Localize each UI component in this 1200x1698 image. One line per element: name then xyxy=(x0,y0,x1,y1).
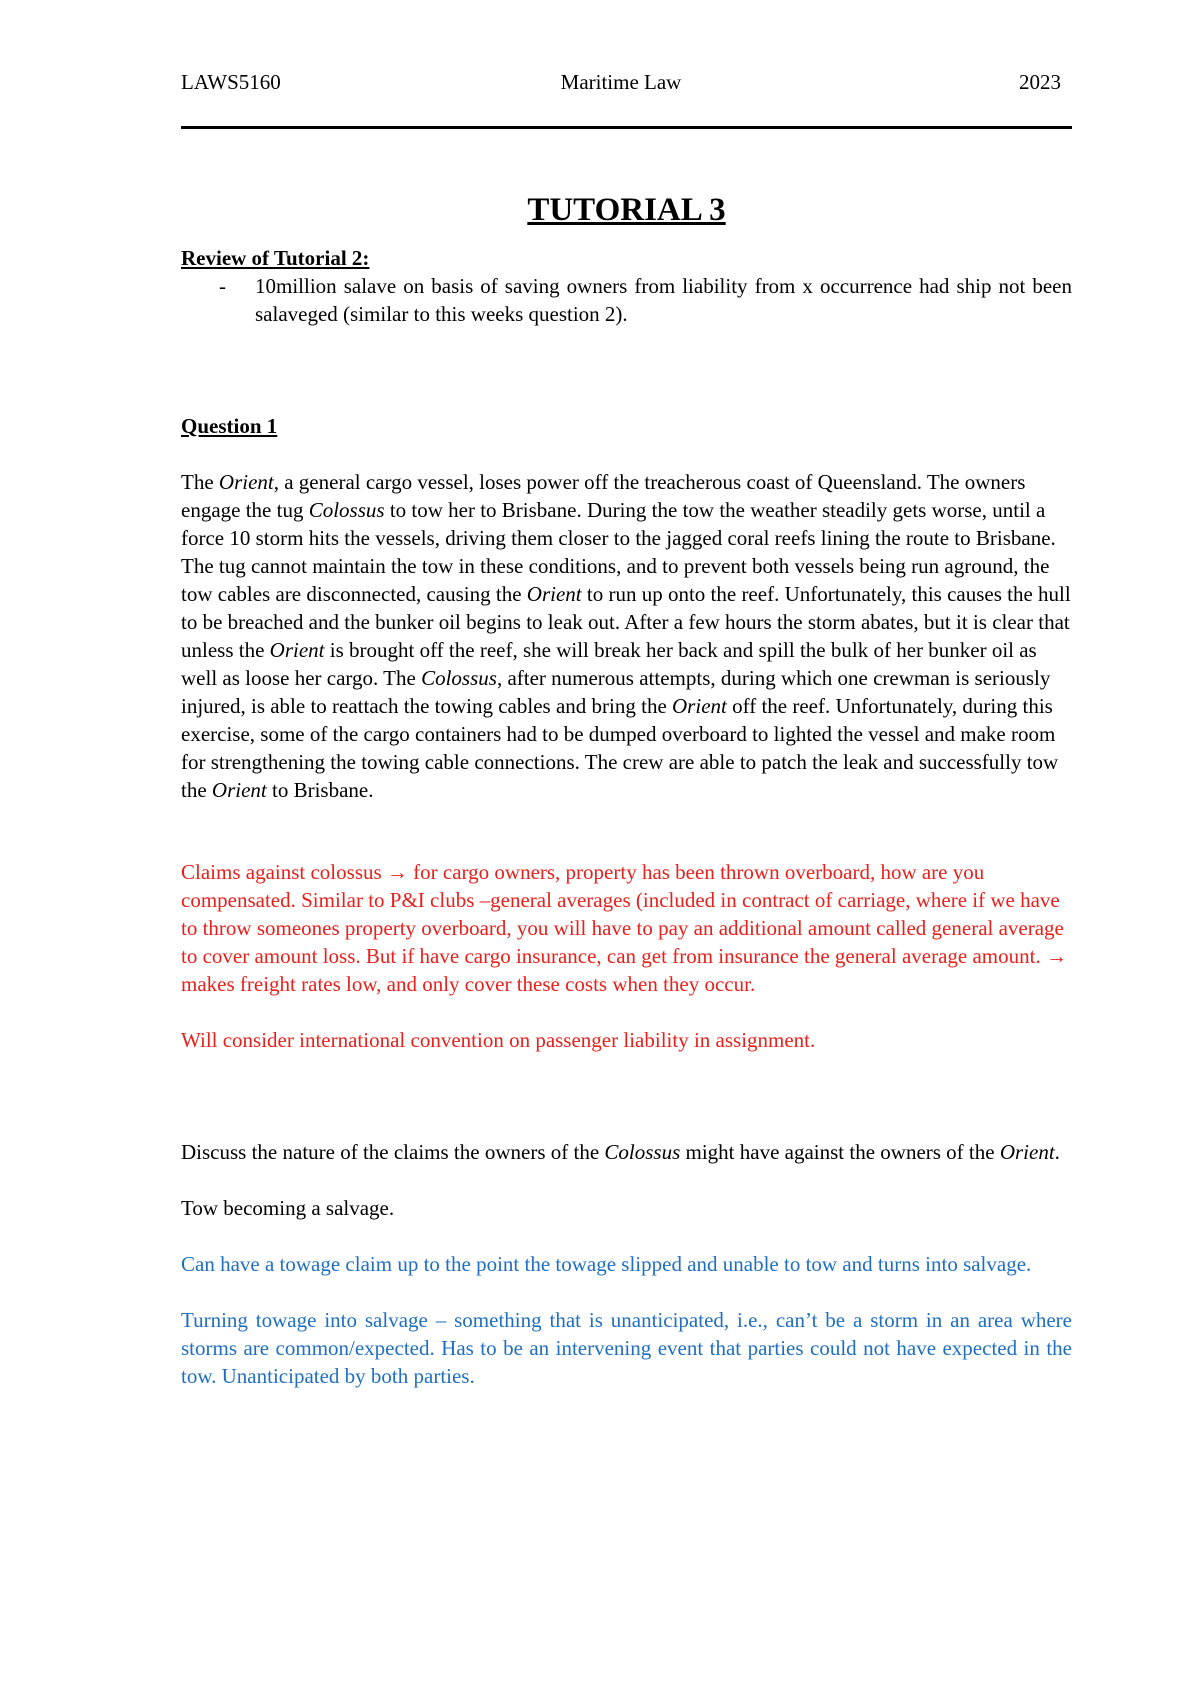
scenario-text: to Brisbane. xyxy=(266,778,374,802)
bullet-dash: - xyxy=(219,274,226,298)
scenario-text: The xyxy=(181,470,219,494)
prompt-text: Discuss the nature of the claims the owners of the xyxy=(181,1140,605,1164)
review-bullet-text: 10million salave on basis of saving owners from liability from x occurrence had ship not been salaveged (similar to this weeks question 2). xyxy=(255,274,1072,326)
page-title: TUTORIAL 3 xyxy=(527,192,726,228)
scenario-text: , a general cargo vessel, loses power off the treacherous coast of Queensland. The owners engage the tug xyxy=(181,470,1026,522)
vessel-name-orient: Orient xyxy=(672,694,727,718)
vessel-name-orient: Orient xyxy=(269,638,325,662)
blue-note-unanticipated-event: Turning towage into salvage – something that is unanticipated, i.e., can’t be a storm in an area where storms are common/expected. Has to be an intervening event that parties could not have expected in the tow. Unanticipated by both parties. xyxy=(181,1308,1072,1388)
scenario-text: off the reef. Unfortunately, during this exercise, some of the cargo containers had to be dumped overboard to lighted the vessel and make room for strengthening the towing cable connections. The crew are able to patch the leak and successfully tow the xyxy=(181,694,1059,802)
vessel-name-orient: Orient xyxy=(999,1140,1055,1164)
page-header xyxy=(181,70,1061,104)
header-course-name: Maritime Law xyxy=(560,70,682,94)
scenario-text: is brought off the reef, she will break her back and spill the bulk of her bunker oil as well as loose her cargo. The xyxy=(181,638,1037,690)
scenario-text: to tow her to Brisbane. During the tow the weather steadily gets worse, until a force 10 storm hits the vessels, driving them closer to the jagged coral reefs lining the route to Brisbane. The tug cannot maintain the tow in these conditions, and to prevent both vessels being run aground, the tow cables are disconnected, causing the xyxy=(181,498,1056,606)
red-note-general-average: Claims against colossus → for cargo owners, property has been thrown overboard, how are you compensated. Similar to P&I clubs –general averages (included in contract of carriage, where if we have to throw someones property overboard, you will have to pay an additional amount called general average to cover amount loss. But if have cargo insurance, can get from insurance the general average amount. → makes freight rates low, and only cover these costs when they occur. xyxy=(181,860,1067,996)
blue-note-towage-claim: Can have a towage claim up to the point the towage slipped and unable to tow and turns into salvage. xyxy=(181,1252,1032,1276)
scenario-text: to run up onto the reef. Unfortunately, this causes the hull to be breached and the bunker oil begins to leak out. After a few hours the storm abates, but it is clear that unless the xyxy=(181,582,1071,662)
document-body xyxy=(181,180,1072,1390)
vessel-name-colossus: Colossus xyxy=(604,1140,681,1164)
scenario-text: , after numerous attempts, during which one crewman is seriously injured, is able to reattach the towing cables and bring the xyxy=(181,666,1051,718)
vessel-name-orient: Orient xyxy=(526,582,582,606)
vessel-name-orient: Orient xyxy=(211,778,267,802)
question-1-heading: Question 1 xyxy=(181,414,278,438)
header-course-code: LAWS5160 xyxy=(181,70,281,94)
prompt-text: might have against the owners of the xyxy=(680,1140,1000,1164)
vessel-name-orient: Orient xyxy=(218,470,274,494)
review-list xyxy=(181,272,1072,328)
vessel-name-colossus: Colossus xyxy=(308,498,385,522)
red-note-passenger-liability: Will consider international convention on passenger liability in assignment. xyxy=(181,1028,816,1052)
header-divider xyxy=(181,126,1072,129)
question-1-scenario xyxy=(181,468,1072,804)
discussion-prompt xyxy=(181,1138,1072,1166)
prompt-text: . xyxy=(1054,1140,1060,1164)
header-year: 2023 xyxy=(1019,70,1061,94)
tow-salvage-note: Tow becoming a salvage. xyxy=(181,1196,395,1220)
review-heading: Review of Tutorial 2: xyxy=(181,246,370,270)
vessel-name-colossus: Colossus xyxy=(421,666,497,690)
review-bullet xyxy=(181,272,1072,328)
